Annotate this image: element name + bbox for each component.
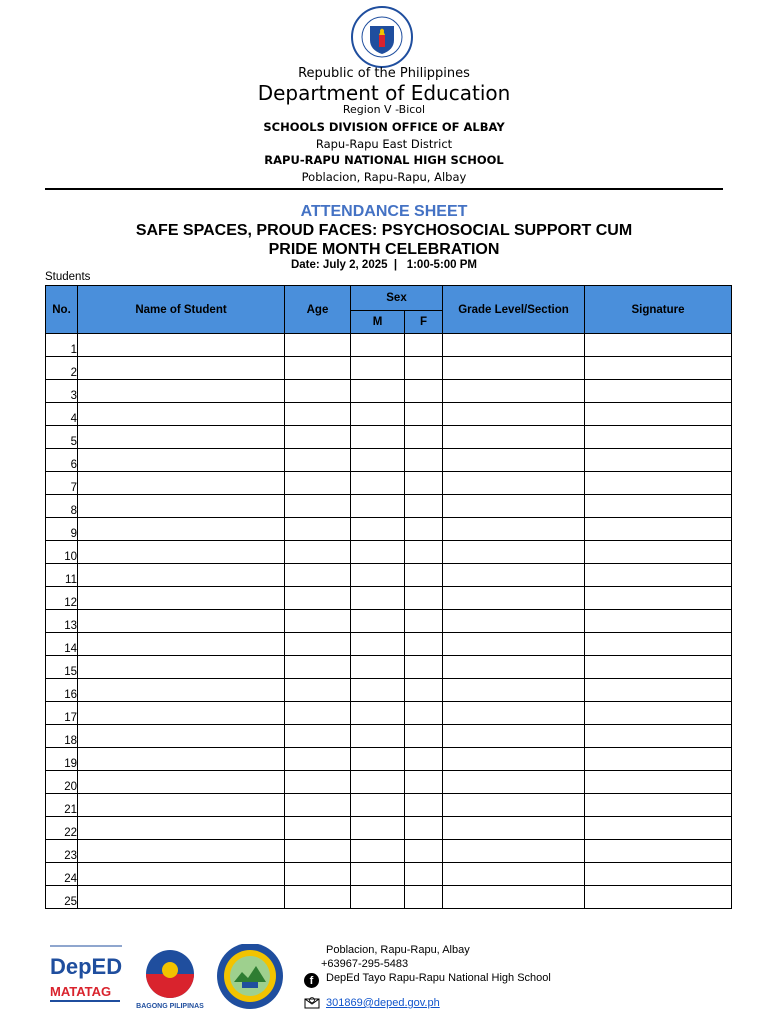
table-row — [46, 403, 732, 426]
facebook-icon: f — [304, 973, 319, 988]
row-number: 21 — [46, 794, 78, 817]
cell-grade[interactable] — [443, 518, 585, 541]
cell-age[interactable] — [285, 380, 351, 403]
cell-female[interactable] — [405, 495, 443, 518]
cell-female[interactable] — [405, 380, 443, 403]
table-row — [46, 380, 732, 403]
school-seal-logo — [217, 944, 283, 1009]
cell-male[interactable] — [351, 679, 405, 702]
table-row — [46, 656, 732, 679]
cell-signature[interactable] — [585, 794, 732, 817]
bagong-pilipinas-text: BAGONG PILIPINAS — [136, 1003, 204, 1010]
cell-signature[interactable] — [585, 403, 732, 426]
table-row — [46, 863, 732, 886]
cell-signature[interactable] — [585, 449, 732, 472]
header-male: M — [351, 311, 405, 334]
row-number: 6 — [46, 449, 78, 472]
cell-age[interactable] — [285, 748, 351, 771]
cell-grade[interactable] — [443, 656, 585, 679]
cell-age[interactable] — [285, 426, 351, 449]
cell-age[interactable] — [285, 817, 351, 840]
cell-grade[interactable] — [443, 426, 585, 449]
cell-male[interactable] — [351, 610, 405, 633]
cell-age[interactable] — [285, 541, 351, 564]
cell-female[interactable] — [405, 725, 443, 748]
deped-matatag-logo — [50, 946, 122, 1002]
cell-grade[interactable] — [443, 725, 585, 748]
table-row — [46, 817, 732, 840]
cell-male[interactable] — [351, 541, 405, 564]
row-number: 10 — [46, 541, 78, 564]
cell-signature[interactable] — [585, 587, 732, 610]
cell-name[interactable] — [78, 357, 285, 380]
cell-age[interactable] — [285, 863, 351, 886]
sheet-title: ATTENDANCE SHEET — [300, 203, 468, 220]
row-number: 15 — [46, 656, 78, 679]
event-date-time: Date: July 2, 2025 | 1:00-5:00 PM — [290, 259, 478, 271]
cell-grade[interactable] — [443, 794, 585, 817]
matatag-logo-text: MATATAG — [50, 984, 112, 999]
row-number: 2 — [46, 357, 78, 380]
cell-name[interactable] — [78, 702, 285, 725]
cell-name[interactable] — [78, 771, 285, 794]
cell-male[interactable] — [351, 863, 405, 886]
row-number: 8 — [46, 495, 78, 518]
footer-address: Poblacion, Rapu-Rapu, Albay — [326, 944, 470, 956]
cell-name[interactable] — [78, 886, 285, 909]
cell-male[interactable] — [351, 518, 405, 541]
school-address: Poblacion, Rapu-Rapu, Albay — [301, 170, 467, 184]
cell-name[interactable] — [78, 679, 285, 702]
cell-age[interactable] — [285, 840, 351, 863]
cell-age[interactable] — [285, 334, 351, 357]
header-grade-section: Grade Level/Section — [443, 286, 585, 334]
cell-grade[interactable] — [443, 771, 585, 794]
cell-male[interactable] — [351, 495, 405, 518]
district-label: Rapu-Rapu East District — [315, 137, 453, 151]
cell-male[interactable] — [351, 564, 405, 587]
cell-grade[interactable] — [443, 840, 585, 863]
cell-grade[interactable] — [443, 357, 585, 380]
cell-grade[interactable] — [443, 886, 585, 909]
cell-grade[interactable] — [443, 334, 585, 357]
cell-male[interactable] — [351, 817, 405, 840]
cell-female[interactable] — [405, 449, 443, 472]
department-title: Department of Education — [257, 81, 511, 105]
cell-name[interactable] — [78, 633, 285, 656]
table-row — [46, 886, 732, 909]
row-number: 19 — [46, 748, 78, 771]
cell-age[interactable] — [285, 886, 351, 909]
row-number: 16 — [46, 679, 78, 702]
cell-signature[interactable] — [585, 334, 732, 357]
cell-male[interactable] — [351, 334, 405, 357]
row-number: 13 — [46, 610, 78, 633]
table-row — [46, 794, 732, 817]
cell-signature[interactable] — [585, 380, 732, 403]
cell-age[interactable] — [285, 702, 351, 725]
cell-grade[interactable] — [443, 679, 585, 702]
cell-name[interactable] — [78, 541, 285, 564]
cell-name[interactable] — [78, 748, 285, 771]
attendance-table — [45, 285, 732, 909]
cell-female[interactable] — [405, 633, 443, 656]
deped-logo-text: DepED — [50, 954, 123, 979]
cell-age[interactable] — [285, 679, 351, 702]
cell-signature[interactable] — [585, 564, 732, 587]
header-signature: Signature — [585, 286, 732, 334]
table-row — [46, 357, 732, 380]
cell-signature[interactable] — [585, 702, 732, 725]
division-label: SCHOOLS DIVISION OFFICE OF ALBAY — [263, 120, 505, 134]
cell-male[interactable] — [351, 656, 405, 679]
cell-grade[interactable] — [443, 633, 585, 656]
cell-male[interactable] — [351, 840, 405, 863]
row-number: 18 — [46, 725, 78, 748]
cell-age[interactable] — [285, 495, 351, 518]
email-icon — [304, 996, 320, 1009]
cell-signature[interactable] — [585, 541, 732, 564]
footer-phone: +63967-295-5483 — [321, 958, 409, 970]
cell-male[interactable] — [351, 886, 405, 909]
row-number: 12 — [46, 587, 78, 610]
event-title-line-1: SAFE SPACES, PROUD FACES: PSYCHOSOCIAL SUPPORT CUM — [135, 222, 633, 239]
row-number: 9 — [46, 518, 78, 541]
cell-female[interactable] — [405, 794, 443, 817]
row-number: 23 — [46, 840, 78, 863]
cell-signature[interactable] — [585, 610, 732, 633]
table-row — [46, 334, 732, 357]
table-row — [46, 771, 732, 794]
cell-name[interactable] — [78, 656, 285, 679]
cell-female[interactable] — [405, 656, 443, 679]
cell-name[interactable] — [78, 403, 285, 426]
cell-male[interactable] — [351, 633, 405, 656]
cell-signature[interactable] — [585, 357, 732, 380]
cell-signature[interactable] — [585, 863, 732, 886]
cell-female[interactable] — [405, 610, 443, 633]
cell-age[interactable] — [285, 656, 351, 679]
table-row — [46, 495, 732, 518]
cell-signature[interactable] — [585, 426, 732, 449]
cell-grade[interactable] — [443, 403, 585, 426]
row-number: 24 — [46, 863, 78, 886]
cell-grade[interactable] — [443, 495, 585, 518]
table-row — [46, 587, 732, 610]
cell-age[interactable] — [285, 357, 351, 380]
cell-name[interactable] — [78, 840, 285, 863]
cell-age[interactable] — [285, 449, 351, 472]
table-row — [46, 725, 732, 748]
cell-grade[interactable] — [443, 702, 585, 725]
cell-male[interactable] — [351, 771, 405, 794]
cell-name[interactable] — [78, 449, 285, 472]
footer-logos — [48, 944, 288, 1012]
row-number: 14 — [46, 633, 78, 656]
row-number: 17 — [46, 702, 78, 725]
cell-grade[interactable] — [443, 380, 585, 403]
cell-age[interactable] — [285, 725, 351, 748]
cell-male[interactable] — [351, 794, 405, 817]
event-title-line-2: PRIDE MONTH CELEBRATION — [268, 241, 500, 258]
cell-female[interactable] — [405, 771, 443, 794]
header-name: Name of Student — [78, 286, 285, 334]
cell-female[interactable] — [405, 426, 443, 449]
cell-age[interactable] — [285, 794, 351, 817]
cell-male[interactable] — [351, 748, 405, 771]
cell-name[interactable] — [78, 587, 285, 610]
cell-grade[interactable] — [443, 587, 585, 610]
cell-female[interactable] — [405, 817, 443, 840]
row-number: 4 — [46, 403, 78, 426]
cell-signature[interactable] — [585, 679, 732, 702]
cell-male[interactable] — [351, 449, 405, 472]
cell-age[interactable] — [285, 403, 351, 426]
cell-name[interactable] — [78, 794, 285, 817]
cell-male[interactable] — [351, 403, 405, 426]
cell-age[interactable] — [285, 633, 351, 656]
table-row — [46, 518, 732, 541]
header-divider — [45, 188, 723, 190]
cell-name[interactable] — [78, 426, 285, 449]
header-sex: Sex — [351, 286, 443, 311]
cell-grade[interactable] — [443, 610, 585, 633]
cell-male[interactable] — [351, 587, 405, 610]
header-female: F — [405, 311, 443, 334]
cell-female[interactable] — [405, 564, 443, 587]
cell-female[interactable] — [405, 403, 443, 426]
cell-name[interactable] — [78, 610, 285, 633]
republic-label: Republic of the Philippines — [298, 66, 470, 81]
cell-grade[interactable] — [443, 817, 585, 840]
table-row — [46, 541, 732, 564]
cell-grade[interactable] — [443, 863, 585, 886]
deped-seal-icon — [346, 6, 418, 68]
row-number: 20 — [46, 771, 78, 794]
cell-grade[interactable] — [443, 564, 585, 587]
cell-signature[interactable] — [585, 472, 732, 495]
cell-male[interactable] — [351, 725, 405, 748]
cell-signature[interactable] — [585, 748, 732, 771]
cell-age[interactable] — [285, 771, 351, 794]
cell-male[interactable] — [351, 380, 405, 403]
cell-name[interactable] — [78, 863, 285, 886]
cell-male[interactable] — [351, 702, 405, 725]
cell-female[interactable] — [405, 334, 443, 357]
cell-name[interactable] — [78, 725, 285, 748]
cell-signature[interactable] — [585, 886, 732, 909]
cell-male[interactable] — [351, 472, 405, 495]
table-row — [46, 633, 732, 656]
row-number: 25 — [46, 886, 78, 909]
cell-signature[interactable] — [585, 495, 732, 518]
cell-name[interactable] — [78, 518, 285, 541]
cell-female[interactable] — [405, 472, 443, 495]
cell-male[interactable] — [351, 426, 405, 449]
row-number: 3 — [46, 380, 78, 403]
cell-signature[interactable] — [585, 725, 732, 748]
cell-signature[interactable] — [585, 840, 732, 863]
cell-female[interactable] — [405, 840, 443, 863]
cell-name[interactable] — [78, 334, 285, 357]
cell-age[interactable] — [285, 472, 351, 495]
table-row — [46, 840, 732, 863]
table-row — [46, 610, 732, 633]
cell-signature[interactable] — [585, 633, 732, 656]
cell-age[interactable] — [285, 518, 351, 541]
cell-signature[interactable] — [585, 817, 732, 840]
row-number: 11 — [46, 564, 78, 587]
cell-name[interactable] — [78, 495, 285, 518]
table-row — [46, 748, 732, 771]
cell-age[interactable] — [285, 587, 351, 610]
row-number: 7 — [46, 472, 78, 495]
cell-female[interactable] — [405, 357, 443, 380]
cell-name[interactable] — [78, 564, 285, 587]
table-row — [46, 564, 732, 587]
cell-female[interactable] — [405, 886, 443, 909]
cell-male[interactable] — [351, 357, 405, 380]
footer-email-link[interactable]: 301869@deped.gov.ph — [326, 997, 440, 1009]
cell-grade[interactable] — [443, 541, 585, 564]
row-number: 22 — [46, 817, 78, 840]
table-row — [46, 702, 732, 725]
cell-female[interactable] — [405, 679, 443, 702]
cell-female[interactable] — [405, 541, 443, 564]
table-caption: Students — [45, 271, 91, 283]
header-age: Age — [285, 286, 351, 334]
cell-name[interactable] — [78, 817, 285, 840]
cell-female[interactable] — [405, 863, 443, 886]
row-number: 1 — [46, 334, 78, 357]
table-row — [46, 679, 732, 702]
cell-signature[interactable] — [585, 518, 732, 541]
cell-name[interactable] — [78, 472, 285, 495]
cell-grade[interactable] — [443, 748, 585, 771]
row-number: 5 — [46, 426, 78, 449]
cell-name[interactable] — [78, 380, 285, 403]
cell-age[interactable] — [285, 610, 351, 633]
cell-grade[interactable] — [443, 449, 585, 472]
bagong-pilipinas-logo — [136, 950, 204, 1010]
cell-signature[interactable] — [585, 771, 732, 794]
footer-facebook-page[interactable]: DepEd Tayo Rapu-Rapu National High School — [326, 972, 551, 984]
table-row — [46, 449, 732, 472]
cell-female[interactable] — [405, 702, 443, 725]
table-row — [46, 426, 732, 449]
cell-grade[interactable] — [443, 472, 585, 495]
region-label: Region V -Bicol — [342, 103, 426, 116]
cell-age[interactable] — [285, 564, 351, 587]
cell-female[interactable] — [405, 518, 443, 541]
cell-female[interactable] — [405, 587, 443, 610]
school-name: RAPU-RAPU NATIONAL HIGH SCHOOL — [264, 153, 504, 167]
table-row — [46, 472, 732, 495]
cell-signature[interactable] — [585, 656, 732, 679]
header-no: No. — [46, 286, 78, 334]
cell-female[interactable] — [405, 748, 443, 771]
